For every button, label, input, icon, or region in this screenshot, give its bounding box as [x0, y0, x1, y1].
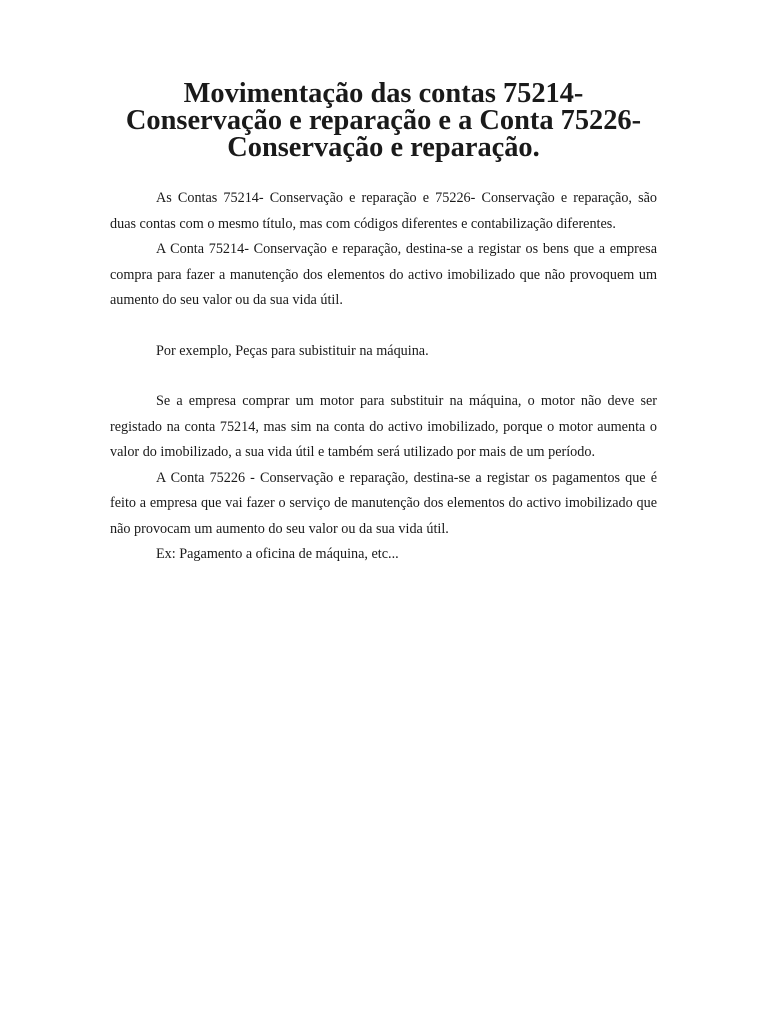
paragraph-motor-example: Se a empresa comprar um motor para substituir na máquina, o motor não deve ser registado na conta 75214, mas sim na conta do activo imobilizado, porque o motor aumenta o valor do imobilizado, a sua vida útil e também será utilizado por mais de um período.: [110, 393, 657, 460]
paragraph-intro: As Contas 75214- Conservação e reparação e 75226- Conservação e reparação, são duas contas com o mesmo título, mas com códigos diferentes e contabilização diferentes.: [110, 190, 657, 232]
title-line-1: Movimentação das contas 75214- Conservação e reparação e a Conta 75226-: [125, 78, 642, 136]
paragraph-account-75214: A Conta 75214- Conservação e reparação, destina-se a registar os bens que a empresa compra para fazer a manutenção dos elementos do activo imobilizado que não provoquem um aumento do seu valor ou da sua vida útil.: [110, 241, 657, 308]
document-title: [110, 80, 657, 161]
document-page: [110, 80, 657, 568]
paragraph-account-75226: A Conta 75226 - Conservação e reparação, destina-se a registar os pagamentos que é feito a empresa que vai fazer o serviço de manutenção dos elementos do activo imobilizado que não provocam um aumento do seu valor ou da sua vida útil.: [110, 469, 657, 537]
spacer: [110, 314, 657, 339]
paragraph-example: Por exemplo, Peças para subistituir na máquina.: [156, 342, 429, 359]
title-line-2: Conservação e reparação.: [227, 132, 540, 163]
spacer: [110, 161, 657, 186]
spacer: [110, 364, 657, 389]
paragraph-example-payment: Ex: Pagamento a oficina de máquina, etc...: [156, 546, 399, 562]
